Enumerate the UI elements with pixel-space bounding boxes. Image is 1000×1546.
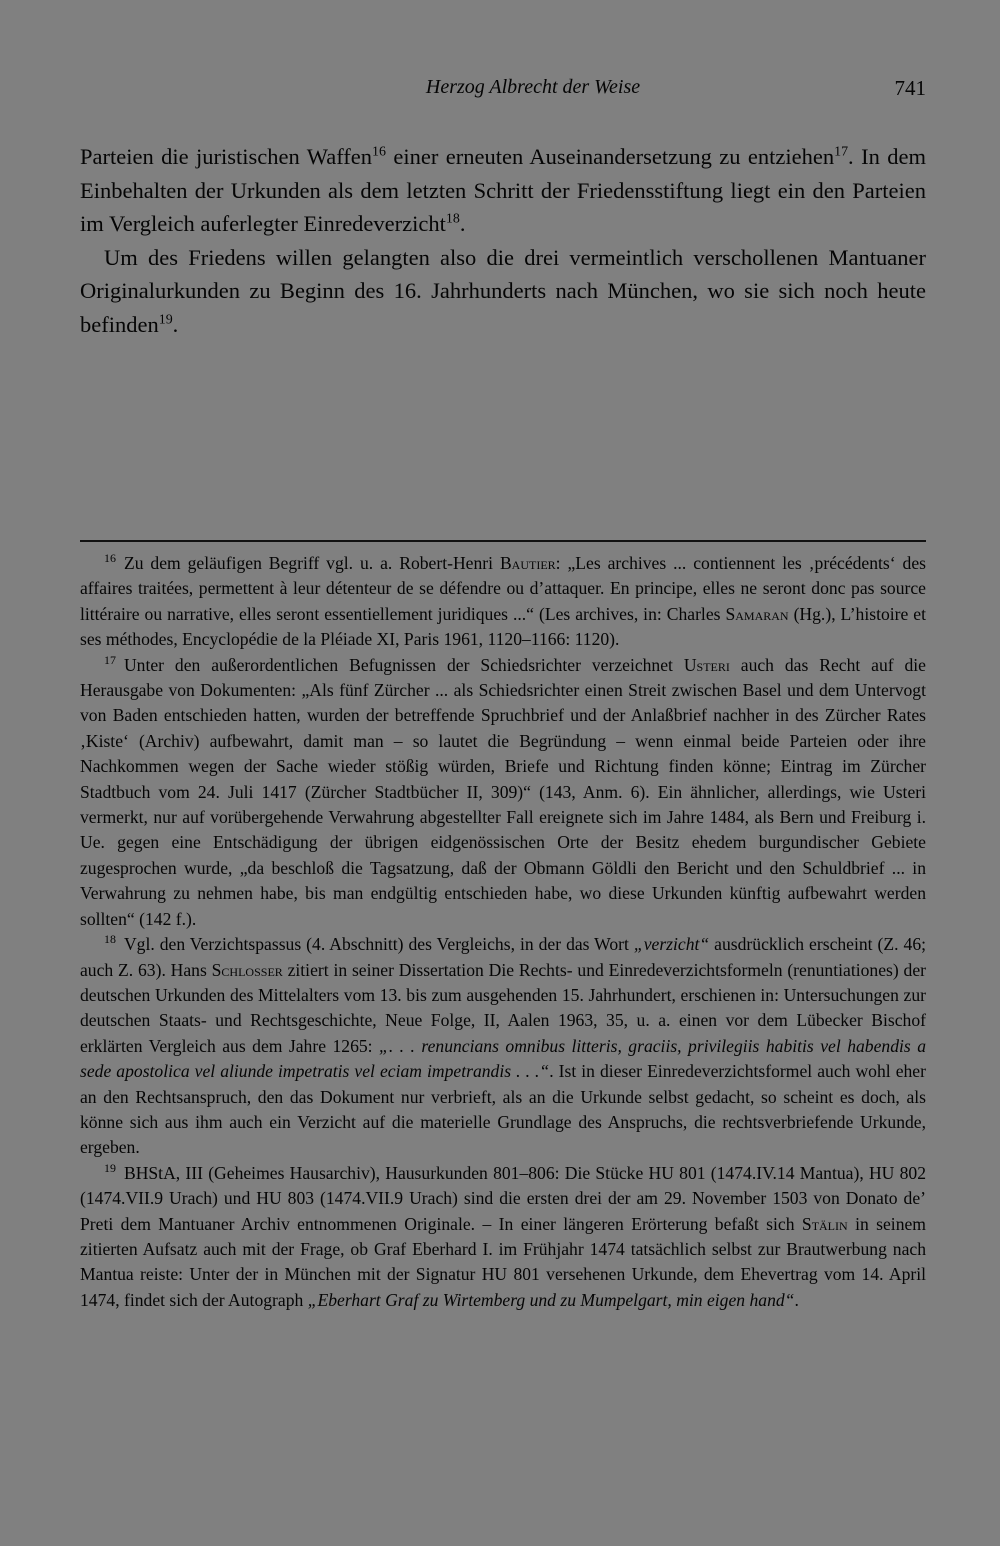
main-text [80, 140, 926, 341]
footnote-ref-17[interactable]: 17 [834, 144, 849, 160]
footnotes [80, 551, 926, 1313]
running-title: Herzog Albrecht der Weise [425, 76, 641, 98]
page-number: 741 [894, 76, 926, 100]
footnote-ref-19[interactable]: 19 [158, 312, 173, 327]
footnote-number: 18 [104, 932, 116, 947]
footnote-16: $^{16}$ Zu dem geläufigen Begriff vgl. u. a. Robert-Henri Bautier: „Les archives ... contiennent les ‚précédents‘ des affaires traitées, permettent à leur détenteur de se défendre ou d’attaquer. En principe, elles ne seront donc pas source littéraire ou narrative, elles seront essentiellement juridiques ...“ (Les archives, in: Charles Samaran (Hg.), L’histoire et ses méthodes, Encyclopédie de la Pléiade XI, Paris 1961, 1120–1166: 1120). [80, 551, 926, 650]
footnote-number: 19 [104, 1160, 116, 1175]
paragraph-2: Um des Friedens willen gelangten also die drei vermeintlich verschollenen Mantuaner Originalurkunden zu Beginn des 16. Jahrhunderts nach München, wo sie sich noch heute befinden$^{19}$. [80, 244, 926, 337]
footnote-19: $^{19}$ BHStA, III (Geheimes Hausarchiv), Hausurkunden 801–806: Die Stücke HU 801 (1474.IV.14 Mantua), HU 802 (1474.VII.9 Urach) und HU 803 (1474.VII.9 Urach) sind die ersten drei der am 29. November 1503 von Donato de’ Preti dem Mantuaner Archiv entnommenen Originale. – In einer längeren Erörterung befaßt sich Stälin in seinem zitierten Aufsatz auch mit der Frage, ob Graf Eberhard I. im Frühjahr 1474 tatsächlich selbst zur Brautwerbung nach Mantua reiste: Unter der in München mit der Signatur HU 801 versehenen Urkunde, dem Ehevertrag vom 14. April 1474, findet sich der Autograph „Eberhart Graf zu Wirtemberg und zu Mumpelgart, min eigen hand“. [80, 1160, 926, 1310]
footnote-number: 17 [104, 652, 116, 667]
footnote-18: $^{18}$ Vgl. den Verzichtspassus (4. Abschnitt) des Vergleichs, in der das Wort „verzicht“ ausdrücklich erscheint (Z. 46; auch Z. 63). Hans Schlosser zitiert in seiner Dissertation Die Rechts- und Einredeverzichtsformeln (renuntiationes) der deutschen Urkunden des Mittelalters vom 13. bis zum ausgehenden 15. Jahrhundert, erschienen in: Untersuchungen zur deutschen Staats- und Rechtsgeschichte, Neue Folge, II, Aalen 1963, 35, u. a. einen vor dem Lübecker Bischof erklärten Vergleich aus dem Jahre 1265: „. . . renuncians omnibus litteris, graciis, privilegiis habitis vel habendis a sede apostolica vel aliunde impetratis vel eciam impetrandis . . .“. Ist in dieser Einredeverzichtsformel auch wohl eher an den Rechtsanspruch, den das Dokument nur verbrieft, als an die Urkunde selbst gedacht, so scheint es doch, als könne sich aus ihm auch ein Verzicht auf die materielle Grundlage des Anspruchs, die rechtsverbriefende Urkunde, ergeben. [80, 932, 927, 1158]
footnote-divider [80, 540, 926, 542]
footnote-number: 16 [104, 551, 116, 566]
page-header [80, 76, 926, 104]
paragraph-1: Parteien die juristischen Waffen$^{16}$ einer erneuten Auseinandersetzung zu entziehen$^{17}$. In dem Einbehalten der Urkunden als dem letzten Schritt der Friedensstiftung liegt ein den Parteien im Vergleich auferlegter Einredeverzicht$^{18}$. [80, 144, 926, 236]
footnote-ref-18[interactable]: 18 [445, 211, 460, 227]
footnote-17: $^{17}$ Unter den außerordentlichen Befugnissen der Schiedsrichter verzeichnet Usteri auch das Recht auf die Herausgabe von Dokumenten: „Als fünf Zürcher ... als Schiedsrichter einen Streit zwischen Basel und dem Untervogt von Baden entschieden hatten, wurden der betreffende Spruchbrief und der Anlaßbrief nachher in des Zürcher Rates ‚Kiste‘ (Archiv) aufbewahrt, damit man – so lautet die Begründung – wenn einmal beide Parteien oder ihre Nachkommen wegen der Sache wieder stößig würden, Briefe und Richtung finden könne; Eintrag im Zürcher Stadtbuch vom 24. Juli 1417 (Zürcher Stadtbücher II, 309)“ (143, Anm. 6). Ein ähnlicher, allerdings, wie Usteri vermerkt, nur auf vorübergehende Verwahrung abgestellter Fall ereignete sich im Jahre 1484, als Bern und Freiburg i. Ue. gegen eine Entschädigung der übrigen eidgenössischen Orte der Besitz ehedem burgundischer Gebiete zugesprochen wurde, „da beschloß die Tagsatzung, daß der Obmann Göldli den Bericht und den Schuldbrief ... in Verwahrung zu nehmen habe, bis man endgültig entschieden habe, wo diese Urkunden künftig aufbewahrt werden sollten“ (142 f.). [80, 652, 926, 929]
footnote-ref-16[interactable]: 16 [372, 144, 386, 160]
